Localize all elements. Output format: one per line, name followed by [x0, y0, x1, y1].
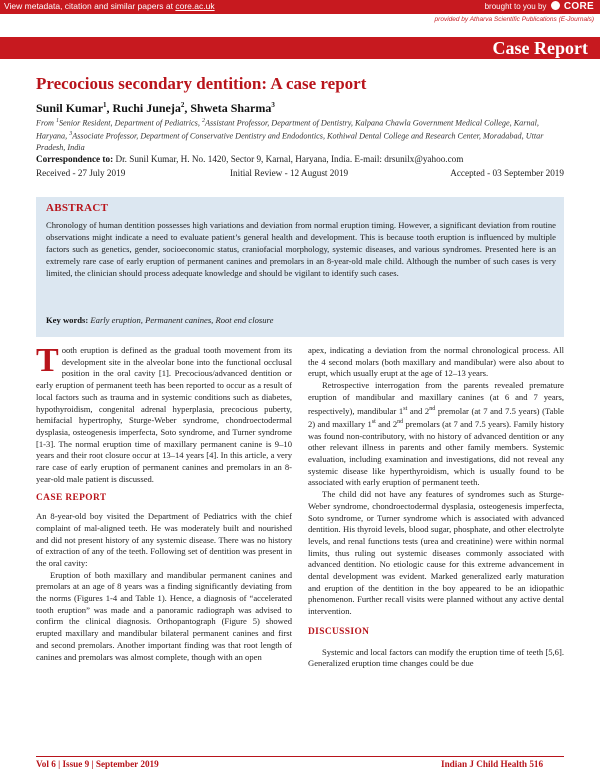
- keywords: Key words: Early eruption, Permanent canines, Root end closure: [46, 315, 274, 325]
- discussion-heading: DISCUSSION: [308, 626, 370, 637]
- footer-journal-page: Indian J Child Health 516: [441, 759, 544, 769]
- left-column: [36, 342, 292, 663]
- core-logo-icon: [551, 1, 560, 10]
- accepted-date: Accepted - 03 September 2019: [450, 168, 564, 178]
- article-type-band: [0, 37, 600, 59]
- right-paragraph-1: apex, indicating a deviation from the normal chronological process. All the 4 second molars (both maxillary and mandibular) were also about to erupt, which usually erupt at the age of 12–13 years.: [308, 345, 564, 379]
- footer-rule: [36, 756, 564, 757]
- intro-paragraph: Tooth eruption is defined as the gradual tooth movement from its development site in the alveolar bone into the functional occlusal position in the oral cavity [1]. Precocious/advanced dentition or early eruption of permanent teeth has been reported to occur as a result of local factors such as trauma and in systemic conditions such as diabetes, hypothyroidism, congenital adrenal hyperplasia, precocious puberty, hemifacial hypertrophy, Sturge-Weber syndrome, chondroectodermal dysplasia, osteogenesis imperfecta, Soto syndrome, and Turner syndrome [1-3]. The normal eruption time of maxillary permanent canine is 9–10 years and their root closure occur at 13–14 years [4]. In this article, a very rare case of early eruption of permanent canines and premolars in an 8-year-old male patient is discussed.: [36, 342, 292, 484]
- affiliations: From $^1$Senior Resident, Department of Pediatrics, $^2$Assistant Professor, Department of Dentistry, Kalpana Chawla Government Medical College, Karnal, Haryana, $^3$Associate Professor, Department of Conservative Dentistry and Endodontics, Kothiwal Dental College and Research Center, Moradabad, Uttar Pradesh, India: [36, 118, 544, 152]
- core-link[interactable]: core.ac.uk: [175, 1, 215, 11]
- received-date: Received - 27 July 2019: [36, 168, 126, 178]
- footer-issue: Vol 6 | Issue 9 | September 2019: [36, 759, 159, 769]
- case-paragraph-2: Eruption of both maxillary and mandibular permanent canines and premolars at an age of 8 years was a finding significantly deviating from the norms (Figures 1-4 and Table 1). Hence, a diagnosis of “accelerated tooth eruption” was made and a panoramic radiograph was advised to confirm the clinical diagnosis. Orthopantograph (Figure 5) showed erupted maxillary and mandibular bilateral permanent canines and first and second premolars. Another important finding was that root length of canines and premolars was almost complete, though with an open: [36, 569, 292, 662]
- right-paragraph-3: The child did not have any features of syndromes such as Sturge-Weber syndrome, chondroectodermal dysplasia, osteogenesis imperfecta, Soto syndrome, or Turner syndrome which is associated with advanced dentition. His thyroid levels, blood sugar, phosphate, and other electrolyte levels, and renal functions tests (urea and creatinine) were within normal limits, thus ruling out systemic diseases commonly associated with advanced dentition. No etiologic cause for this extreme advancement in dental development was evident. Marked generalized early maturation and eruption of the dentition in the boy appeared to be an idiopathic phenomenon. Further recall visits were planned without any active dental intervention.: [308, 489, 564, 617]
- core-brand[interactable]: brought to you by CORE: [484, 1, 594, 12]
- right-column: [308, 345, 564, 670]
- core-banner: [0, 0, 600, 14]
- provided-by-text: provided by Atharva Scientific Publications (E-Journals): [434, 16, 594, 23]
- author-list: Sunil Kumar$^1$, Ruchi Juneja$^2$, Shweta Sharma$^3$: [36, 101, 275, 115]
- article-type: Case Report: [492, 38, 588, 58]
- article-title: Precocious secondary dentition: A case report: [36, 74, 367, 93]
- abstract-box: [36, 197, 564, 337]
- case-paragraph-1: An 8-year-old boy visited the Department of Pediatrics with the chief complaint of mal-aligned teeth. He was moderately built and nourished and did not present history of any systemic disease. There was no history of extraction of any of the teeth. Following set of dentition was present in the oral cavity:: [36, 511, 292, 568]
- metadata-banner-text: View metadata, citation and similar papers at core.ac.uk: [4, 1, 215, 11]
- abstract-heading: ABSTRACT: [46, 202, 109, 214]
- abstract-text: Chronology of human dentition possesses high variations and deviation from normal eruption timing. However, a significant deviation from routine observations might indicate a need to evaluate patient’s general health and development. This is because tooth eruption is influenced by multiple factors such as genetics, gender, socioeconomic status, craniofacial morphology, systemic diseases, and various syndromes. Presented here is an extremely rare case of early eruption of permanent canines and premolars in an 8-year-old male child. Although the number of such cases is very limited, the clinician should process adequate knowledge and should be vigilant to identify such cases.: [46, 220, 556, 278]
- discussion-paragraph-1: Systemic and local factors can modify the eruption time of teeth [5,6]. Generalized eruption time changes could be due: [308, 646, 564, 669]
- case-report-heading: CASE REPORT: [36, 493, 107, 504]
- drop-cap: T: [36, 342, 59, 379]
- initial-review-date: Initial Review - 12 August 2019: [230, 168, 349, 178]
- right-paragraph-2: Retrospective interrogation from the parents revealed premature eruption of mandibular and maxillary canines (at 6 and 7 years, respectively), mandibular 1st and 2nd premolar (at 7 and 7.5 years) (Table 2) and maxillary 1st and 2nd premolars (at 7 and 7.5 years). Family history was found non-contributory, with no history of advanced dentition or any other relevant illness in parents and other family members. Systemic evaluation, including examination and investigations, did not reveal any systemic disease like hyperthyroidism, which is usually found to be associated with early eruption of permanent teeth.: [308, 380, 564, 488]
- correspondence: Correspondence to: Dr. Sunil Kumar, H. No. 1420, Sector 9, Karnal, Haryana, India. E-mail: drsunilx@yahoo.com: [36, 154, 464, 164]
